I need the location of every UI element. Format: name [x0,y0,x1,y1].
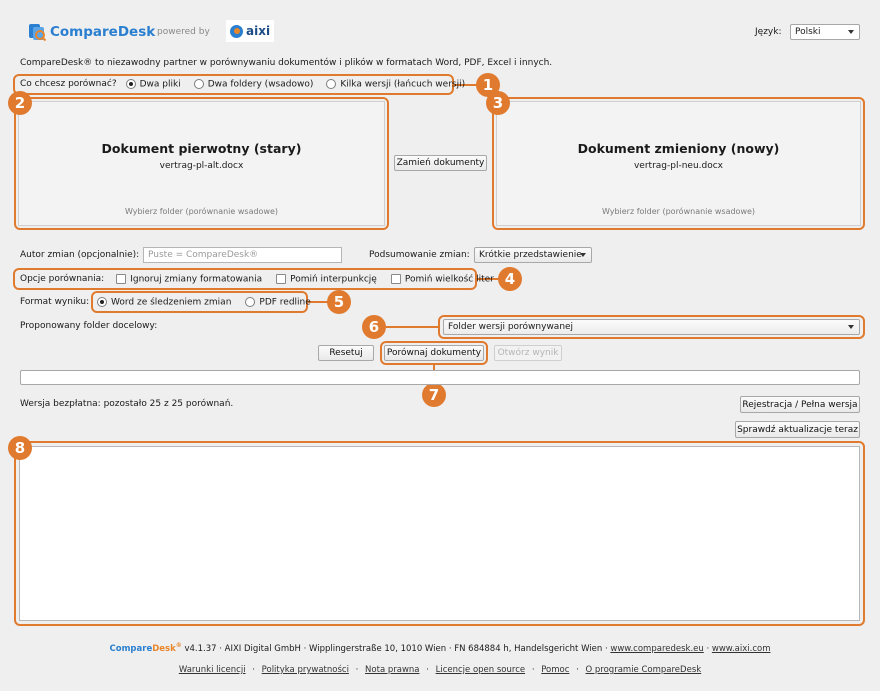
open-result-button[interactable]: Otwórz wynik [494,345,562,361]
annotation-badge-1: 1 [476,73,500,97]
chevron-down-icon [848,30,854,34]
checkbox-ignore-formatting[interactable] [116,274,262,285]
compare-documents-button[interactable]: Porównaj dokumenty [384,345,484,361]
compare-mode-question: Co chcesz porównać? [20,79,117,90]
comparedesk-logo-icon [27,22,47,42]
footer-brand-reg: ® [175,642,182,649]
checkbox-icon [276,274,286,284]
author-label: Autor zmian (opcjonalnie): [20,250,140,260]
footer-separator: · [576,665,579,675]
checkbox-icon [116,274,126,284]
comparison-options-group [20,274,494,285]
footer-link-open-source[interactable]: Licencje open source [435,665,526,675]
footer-brand-desk: Desk [152,643,176,654]
checkbox-label: Pomiń wielkość liter [404,274,494,285]
summary-label: Podsumowanie zmian: [369,250,470,260]
footer-link-about[interactable]: O programie CompareDesk [585,665,702,675]
swap-documents-button[interactable]: Zamień dokumenty [394,155,487,171]
annotation-connector-5 [308,301,328,303]
chevron-down-icon [580,253,586,257]
annotation-badge-8: 8 [8,436,32,460]
footer-brand-compare: Compare [109,643,153,654]
annotation-badge-4: 4 [498,267,522,291]
compare-mode-group [20,79,465,90]
radio-two-files[interactable] [126,79,181,90]
options-label: Opcje porównania: [20,274,105,285]
reset-button[interactable]: Resetuj [318,345,374,361]
target-folder-label: Proponowany folder docelowy: [20,321,158,331]
annotation-badge-7: 7 [422,383,446,407]
radio-label: Dwa foldery (wsadowo) [207,79,314,90]
radio-two-folders[interactable] [194,79,314,90]
radio-label: Word ze śledzeniem zmian [111,297,232,308]
annotation-badge-2: 2 [8,91,32,115]
language-label: Język: [755,27,782,37]
target-folder-select[interactable] [443,319,860,335]
original-document-filename: vertrag-pl-alt.docx [159,161,244,171]
radio-icon [326,79,336,89]
footer-links [0,665,880,675]
annotation-badge-3: 3 [486,91,510,115]
radio-pdf-redline[interactable] [245,297,310,308]
footer-link-help[interactable]: Pomoc [541,665,570,675]
footer-link-legal-notice[interactable]: Nota prawna [365,665,420,675]
checkbox-ignore-case[interactable] [391,274,494,285]
logo-text-compare: Compare [50,24,118,40]
target-folder-value: Folder wersji porównywanej [448,322,574,332]
intro-text: CompareDesk® to niezawodny partner w porównywaniu dokumentów i plików w formatach Word, PDF, Excel i innych. [20,58,553,68]
modified-folder-link[interactable]: Wybierz folder (porównanie wsadowe) [601,207,756,216]
output-format-group [97,297,311,308]
original-document-dropzone[interactable] [18,101,385,226]
logo-text-desk: Desk [117,24,156,40]
radio-label: Dwa pliki [139,79,181,90]
footer-link-privacy[interactable]: Polityka prywatności [261,665,349,675]
radio-icon [97,297,107,307]
language-value: Polski [795,27,821,37]
radio-version-chain[interactable] [326,79,465,90]
modified-document-dropzone[interactable] [496,101,861,226]
register-button[interactable]: Rejestracja / Pełna wersja [740,396,860,413]
checkbox-label: Pomiń interpunkcję [290,274,377,285]
footer-info [0,642,880,654]
radio-icon [245,297,255,307]
license-status: Wersja bezpłatna: pozostało 25 z 25 porównań. [20,399,234,409]
radio-icon [126,79,136,89]
aixi-logo-text: aixi [246,24,271,38]
modified-document-title: Dokument zmieniony (nowy) [577,141,780,156]
footer-link-comparedesk[interactable]: www.comparedesk.eu [610,643,704,654]
annotation-connector-6 [386,326,438,328]
result-log-area[interactable] [19,446,860,621]
footer-separator: · [355,665,359,675]
footer-link-aixi[interactable]: www.aixi.com [711,643,771,654]
footer-separator: · [706,643,710,654]
footer-company-info: v4.1.37 · AIXI Digital GmbH · Wipplingerstraße 10, 1010 Wien · FN 684884 h, Handelsgericht Wien · [184,643,608,654]
radio-label: PDF redline [259,297,311,308]
checkbox-icon [391,274,401,284]
footer-separator: · [252,665,255,675]
check-updates-button[interactable]: Sprawdź aktualizacje teraz [735,421,860,438]
author-input[interactable]: Puste = CompareDesk® [143,247,342,263]
original-document-title: Dokument pierwotny (stary) [101,141,302,156]
footer-link-license-terms[interactable]: Warunki licencji [178,665,246,675]
language-select[interactable] [790,24,860,40]
footer-separator: · [426,665,429,675]
checkbox-label: Ignoruj zmiany formatowania [130,274,263,285]
output-format-label: Format wyniku: [20,297,90,307]
summary-value: Krótkie przedstawienie [479,250,582,260]
checkbox-skip-punctuation[interactable] [276,274,377,285]
modified-document-filename: vertrag-pl-neu.docx [633,161,724,171]
progress-bar [20,370,860,385]
app-logo [27,22,155,42]
chevron-down-icon [848,325,854,329]
aixi-logo-icon [230,25,243,38]
original-folder-link[interactable]: Wybierz folder (porównanie wsadowe) [124,207,279,216]
radio-icon [194,79,204,89]
footer-separator: · [531,665,535,675]
annotation-badge-5: 5 [327,290,351,314]
radio-word-track-changes[interactable] [97,297,231,308]
annotation-badge-6: 6 [362,315,386,339]
footer-brand [110,644,182,654]
aixi-logo [226,20,274,42]
radio-label: Kilka wersji (łańcuch wersji) [340,79,466,90]
summary-select[interactable] [474,247,592,263]
powered-by-label: powered by [157,27,210,37]
